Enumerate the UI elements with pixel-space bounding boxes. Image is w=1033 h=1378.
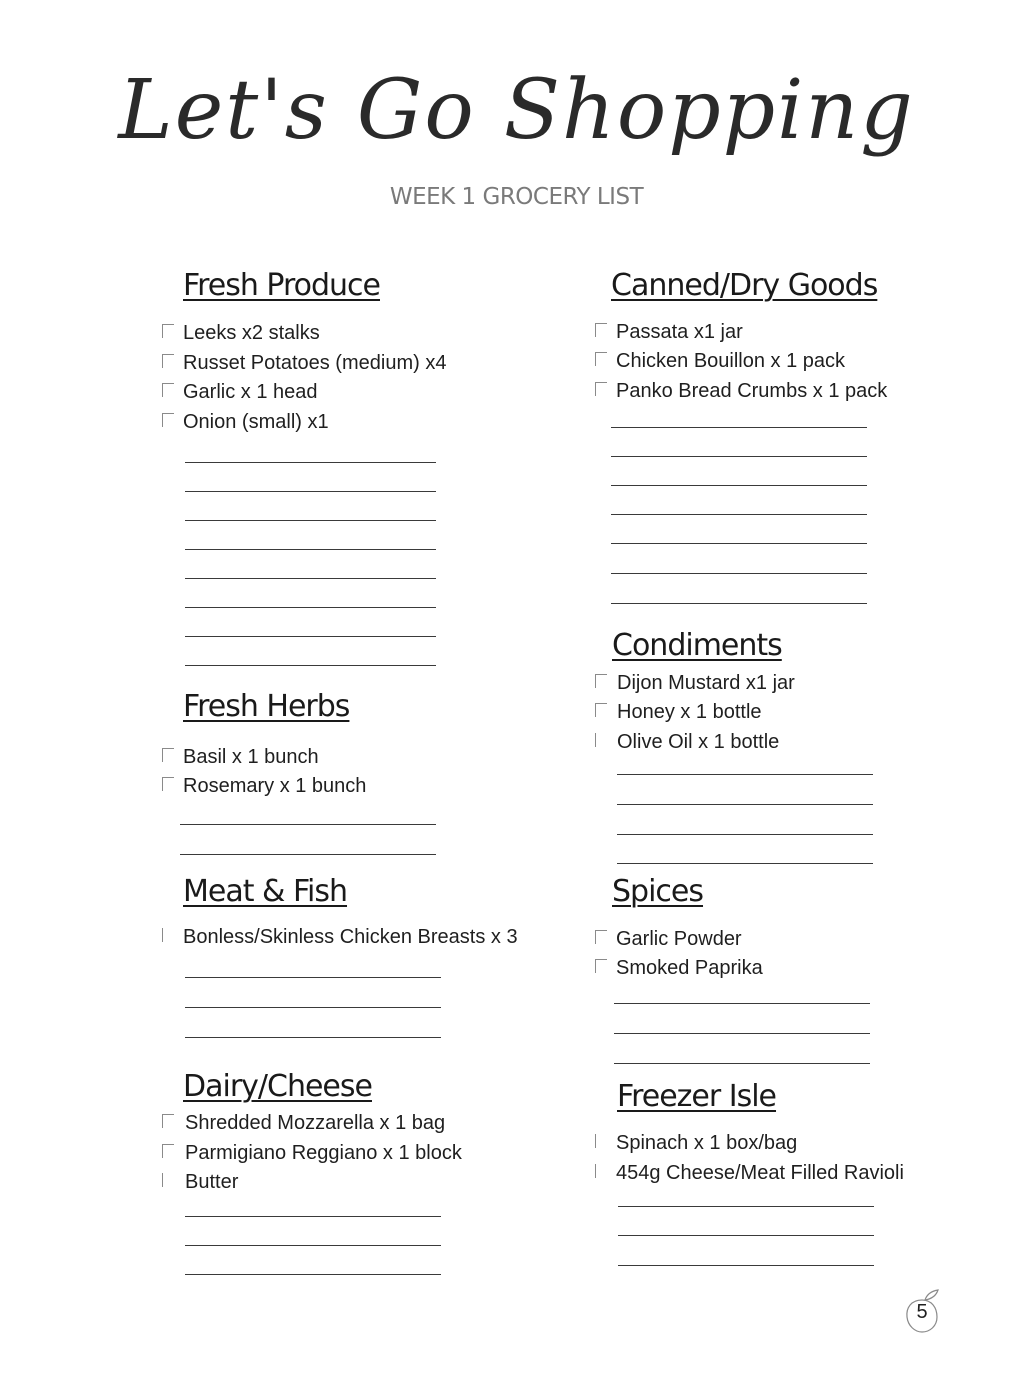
section-title-spices: [612, 874, 703, 910]
blank-line[interactable]: [185, 549, 436, 550]
item-label: Butter: [185, 1171, 239, 1193]
item-label: Shredded Mozzarella x 1 bag: [185, 1112, 446, 1134]
blank-line[interactable]: [614, 1003, 870, 1004]
fresh-produce-heading: Fresh Produce: [183, 268, 380, 303]
blank-line[interactable]: [618, 1206, 874, 1207]
section-title-dairy-cheese: [183, 1069, 372, 1105]
blank-line[interactable]: [185, 1216, 441, 1217]
checkbox[interactable]: [595, 674, 607, 688]
item-label: Dijon Mustard x1 jar: [617, 672, 795, 694]
page-number: 5: [916, 1301, 928, 1323]
checkbox[interactable]: [162, 1173, 174, 1187]
blank-line[interactable]: [185, 462, 436, 463]
blank-line[interactable]: [617, 863, 873, 864]
checkbox[interactable]: [162, 354, 174, 368]
freezer-heading: Freezer Isle: [617, 1079, 777, 1114]
item-label: Spinach x 1 box/bag: [616, 1132, 798, 1154]
section-title-fresh-produce: [183, 268, 380, 304]
checkbox[interactable]: [162, 413, 174, 427]
blank-line[interactable]: [611, 514, 867, 515]
section-title-condiments: [612, 628, 782, 664]
blank-line[interactable]: [614, 1063, 870, 1064]
item-label: Chicken Bouillon x 1 pack: [616, 350, 846, 372]
checkbox[interactable]: [595, 930, 607, 944]
blank-line[interactable]: [185, 977, 441, 978]
item-label: Basil x 1 bunch: [183, 746, 319, 768]
blank-line[interactable]: [185, 665, 436, 666]
checkbox[interactable]: [162, 1114, 174, 1128]
blank-line[interactable]: [185, 1245, 441, 1246]
checkbox[interactable]: [595, 352, 607, 366]
fresh-herbs-heading: Fresh Herbs: [183, 689, 350, 724]
checkbox[interactable]: [595, 959, 607, 973]
canned-dry-heading: Canned/Dry Goods: [611, 268, 878, 303]
item-label: Garlic x 1 head: [183, 381, 318, 403]
blank-line[interactable]: [618, 1235, 874, 1236]
dairy-cheese-heading: Dairy/Cheese: [183, 1069, 372, 1104]
blank-line[interactable]: [185, 1037, 441, 1038]
page-title: Let's Go Shopping: [118, 63, 915, 158]
blank-line[interactable]: [185, 636, 436, 637]
item-label: Panko Bread Crumbs x 1 pack: [616, 380, 888, 402]
blank-line[interactable]: [617, 774, 873, 775]
blank-line[interactable]: [185, 1274, 441, 1275]
checkbox[interactable]: [162, 1144, 174, 1158]
checkbox[interactable]: [162, 324, 174, 338]
item-label: Garlic Powder: [616, 928, 742, 950]
item-label: Parmigiano Reggiano x 1 block: [185, 1142, 462, 1164]
checkbox[interactable]: [595, 382, 607, 396]
blank-line[interactable]: [185, 1007, 441, 1008]
checkbox[interactable]: [595, 1164, 607, 1178]
checkbox[interactable]: [595, 703, 607, 717]
section-title-canned-dry: [611, 268, 877, 304]
condiments-heading: Condiments: [612, 628, 782, 663]
item-label: Smoked Paprika: [616, 957, 763, 979]
item-label: Onion (small) x1: [183, 411, 329, 433]
blank-line[interactable]: [180, 854, 436, 855]
checkbox[interactable]: [595, 323, 607, 337]
item-label: Russet Potatoes (medium) x4: [183, 352, 447, 374]
item-label: Leeks x2 stalks: [183, 322, 320, 344]
blank-line[interactable]: [611, 485, 867, 486]
blank-line[interactable]: [617, 834, 873, 835]
blank-line[interactable]: [180, 824, 436, 825]
section-title-fresh-herbs: [183, 689, 349, 725]
item-label: Rosemary x 1 bunch: [183, 775, 367, 797]
blank-line[interactable]: [614, 1033, 870, 1034]
item-label: 454g Cheese/Meat Filled Ravioli: [616, 1162, 904, 1184]
item-label: Olive Oil x 1 bottle: [617, 731, 780, 753]
spices-heading: Spices: [612, 874, 704, 909]
section-title-freezer: [617, 1079, 776, 1115]
checkbox[interactable]: [162, 748, 174, 762]
blank-line[interactable]: [611, 543, 867, 544]
blank-line[interactable]: [611, 427, 867, 428]
blank-line[interactable]: [617, 804, 873, 805]
checkbox[interactable]: [595, 1134, 607, 1148]
section-title-meat-fish: [183, 874, 347, 910]
meat-fish-heading: Meat & Fish: [183, 874, 348, 909]
item-label: Honey x 1 bottle: [617, 701, 762, 723]
checkbox[interactable]: [162, 928, 174, 942]
blank-line[interactable]: [185, 578, 436, 579]
checkbox[interactable]: [162, 383, 174, 397]
item-label: Bonless/Skinless Chicken Breasts x 3: [183, 926, 518, 948]
blank-line[interactable]: [185, 491, 436, 492]
blank-line[interactable]: [611, 603, 867, 604]
blank-line[interactable]: [618, 1265, 874, 1266]
page-subtitle: WEEK 1 GROCERY LIST: [389, 184, 644, 210]
blank-line[interactable]: [611, 573, 867, 574]
checkbox[interactable]: [595, 733, 607, 747]
item-label: Passata x1 jar: [616, 321, 743, 343]
blank-line[interactable]: [185, 520, 436, 521]
checkbox[interactable]: [162, 777, 174, 791]
blank-line[interactable]: [611, 456, 867, 457]
blank-line[interactable]: [185, 607, 436, 608]
